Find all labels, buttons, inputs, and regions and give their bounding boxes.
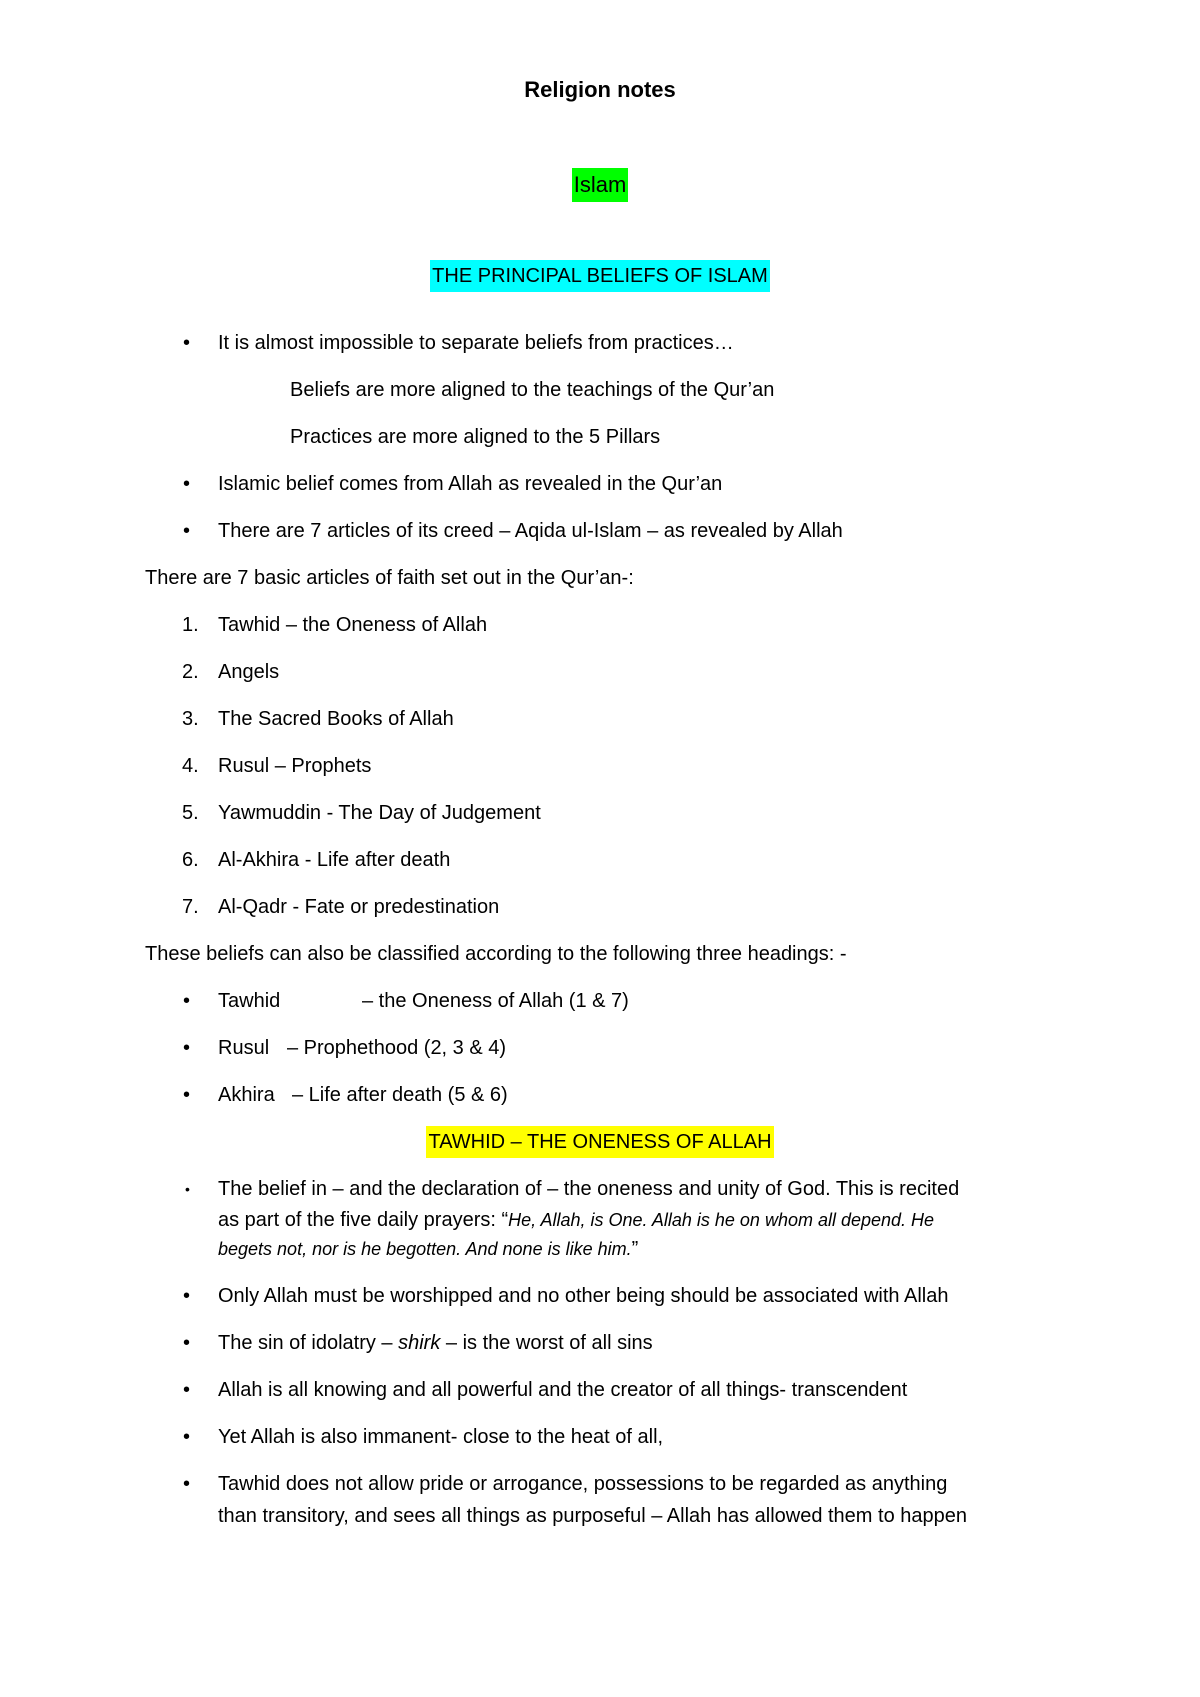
articles-intro: There are 7 basic articles of faith set out in the Qur’an-: xyxy=(145,567,634,589)
bullet-icon: • xyxy=(183,1037,191,1059)
article-number: 3. xyxy=(182,708,199,730)
bullet-icon: • xyxy=(183,1426,191,1448)
article-item: Rusul – Prophets xyxy=(218,755,372,777)
intro-bullet-3: There are 7 articles of its creed – Aqida ul-Islam – as revealed by Allah xyxy=(218,520,843,542)
article-item: Tawhid – the Oneness of Allah xyxy=(218,614,488,636)
bullet-icon: • xyxy=(183,1084,191,1106)
tawhid-bullet-6-line-1: Tawhid does not allow pride or arrogance, possessions to be regarded as anything xyxy=(218,1473,948,1495)
bullet-icon: • xyxy=(183,473,191,495)
intro-bullet-1: It is almost impossible to separate beliefs from practices… xyxy=(218,332,734,354)
class-name: Akhira xyxy=(218,1084,275,1106)
tawhid-bullet-4: Allah is all knowing and all powerful and the creator of all things- transcendent xyxy=(218,1379,908,1401)
tawhid-bullet-1-line-1: The belief in – and the declaration of – the oneness and unity of God. This is recited xyxy=(218,1178,960,1200)
tawhid-bullet-5: Yet Allah is also immanent- close to the heat of all, xyxy=(218,1426,664,1448)
article-number: 4. xyxy=(182,755,199,777)
shirk-before: The sin of idolatry – xyxy=(218,1332,399,1354)
bullet-icon: • xyxy=(183,1379,191,1401)
intro-bullet-2: Islamic belief comes from Allah as revealed in the Qur’an xyxy=(218,473,723,495)
heading-tawhid: TAWHID – THE ONENESS OF ALLAH xyxy=(426,1126,773,1158)
bullet-icon: • xyxy=(183,1473,191,1495)
class-desc: – the Oneness of Allah (1 & 7) xyxy=(362,990,629,1012)
class-name: Tawhid xyxy=(218,990,281,1012)
tawhid-bullet-1-line-3 xyxy=(218,1236,638,1262)
article-number: 5. xyxy=(182,802,199,824)
bullet-icon: • xyxy=(183,1285,191,1307)
tawhid-bullet-1-line-2 xyxy=(218,1207,934,1233)
article-number: 7. xyxy=(182,896,199,918)
sub-bullet-1: Beliefs are more aligned to the teachings of the Qur’an xyxy=(290,379,775,401)
tawhid-quote-part-2: begets not, nor is he begotten. And none is like him. xyxy=(218,1239,632,1259)
section-heading-islam: Islam xyxy=(572,168,629,202)
heading-principal-beliefs-wrap xyxy=(0,260,1200,292)
tawhid-bullet-6-line-2: than transitory, and sees all things as purposeful – Allah has allowed them to happen xyxy=(218,1505,967,1527)
class-name: Rusul xyxy=(218,1037,270,1059)
article-number: 1. xyxy=(182,614,199,636)
article-number: 2. xyxy=(182,661,199,683)
bullet-icon: • xyxy=(183,520,191,542)
heading-principal-beliefs: THE PRINCIPAL BELIEFS OF ISLAM xyxy=(430,260,770,292)
heading-tawhid-wrap xyxy=(0,1126,1200,1158)
article-item: Angels xyxy=(218,661,280,683)
tawhid-bullet-shirk xyxy=(218,1330,653,1356)
bullet-icon: • xyxy=(185,1181,190,1197)
class-desc: – Prophethood (2, 3 & 4) xyxy=(287,1037,507,1059)
article-item: Al-Qadr - Fate or predestination xyxy=(218,896,500,918)
article-item: The Sacred Books of Allah xyxy=(218,708,454,730)
article-number: 6. xyxy=(182,849,199,871)
tawhid-quote-close: ” xyxy=(631,1238,639,1260)
article-item: Al-Akhira - Life after death xyxy=(218,849,451,871)
shirk-term: shirk xyxy=(398,1332,441,1354)
class-desc: – Life after death (5 & 6) xyxy=(292,1084,508,1106)
section-heading-wrap xyxy=(0,168,1200,202)
shirk-after: – is the worst of all sins xyxy=(440,1332,653,1354)
tawhid-bullet-1-plain: as part of the five daily prayers: “ xyxy=(218,1209,509,1231)
classify-intro: These beliefs can also be classified according to the following three headings: - xyxy=(145,943,847,965)
tawhid-bullet-2: Only Allah must be worshipped and no other being should be associated with Allah xyxy=(218,1285,949,1307)
document-title: Religion notes xyxy=(524,77,676,102)
bullet-icon: • xyxy=(183,1332,191,1354)
tawhid-quote-part-1: He, Allah, is One. Allah is he on whom all depend. He xyxy=(508,1210,935,1230)
sub-bullet-2: Practices are more aligned to the 5 Pillars xyxy=(290,426,661,448)
bullet-icon: • xyxy=(183,332,191,354)
bullet-icon: • xyxy=(183,990,191,1012)
article-item: Yawmuddin - The Day of Judgement xyxy=(218,802,541,824)
